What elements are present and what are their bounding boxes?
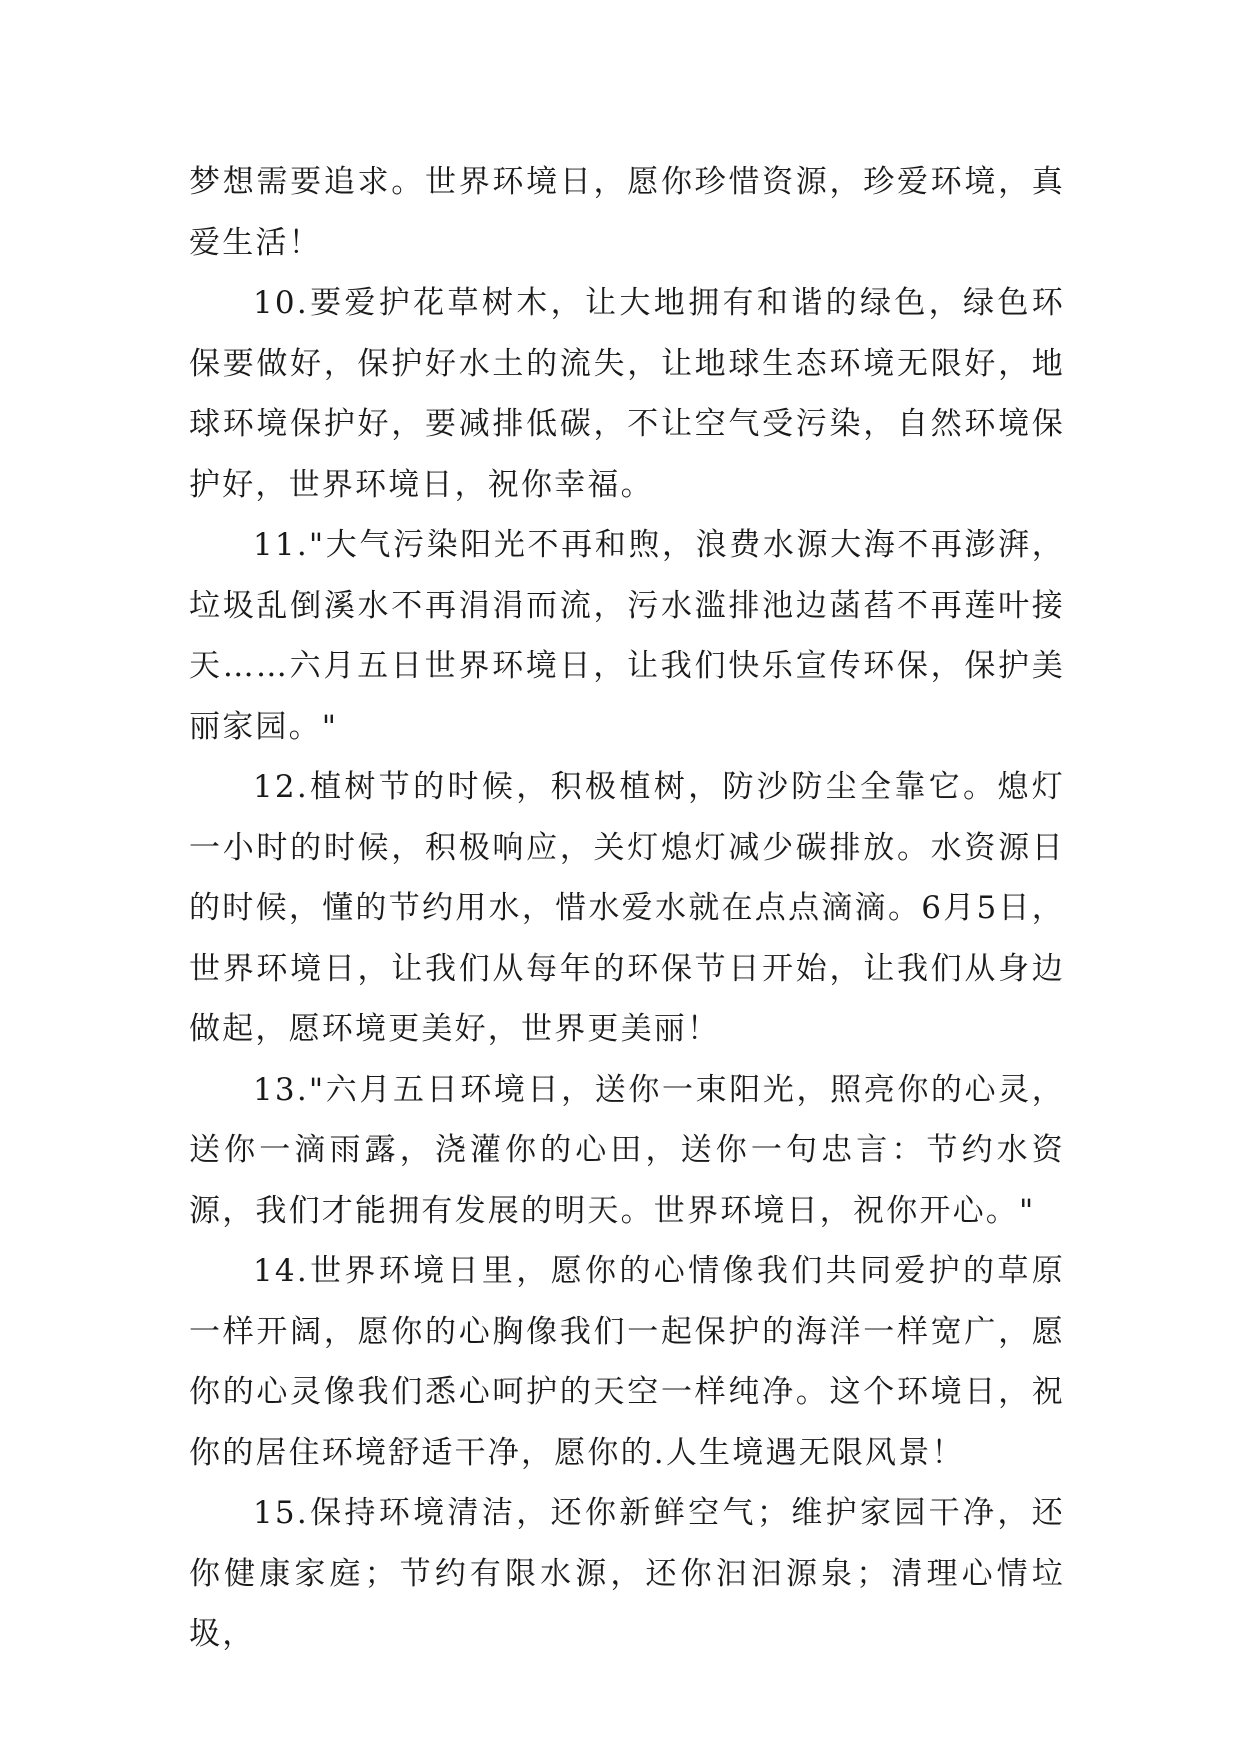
body-text xyxy=(189,152,1065,1665)
paragraph-continuation: 梦想需要追求。世界环境日，愿你珍惜资源，珍爱环境，真爱生活！ xyxy=(189,164,1065,261)
paragraph-item-13: 13."六月五日环境日，送你一束阳光，照亮你的心灵，送你一滴雨露，浇灌你的心田，送你一句忠言：节约水资源，我们才能拥有发展的明天。世界环境日，祝你开心。" xyxy=(189,1071,1065,1229)
paragraph-item-10: 10.要爱护花草树木，让大地拥有和谐的绿色，绿色环保要做好，保护好水土的流失，让地球生态环境无限好，地球环境保护好，要减排低碳，不让空气受污染，自然环境保护好，世界环境日，祝你幸福。 xyxy=(189,285,1065,503)
paragraph-item-12: 12.植树节的时候，积极植树，防沙防尘全靠它。熄灯一小时的时候，积极响应，关灯熄灯减少碳排放。水资源日的时候，懂的节约用水，惜水爱水就在点点滴滴。6月5日，世界环境日，让我们从每年的环保节日开始，让我们从身边做起，愿环境更美好，世界更美丽！ xyxy=(189,769,1065,1047)
paragraph-item-11: 11."大气污染阳光不再和煦，浪费水源大海不再澎湃，垃圾乱倒溪水不再涓涓而流，污水滥排池边菡萏不再莲叶接天……六月五日世界环境日，让我们快乐宣传环保，保护美丽家园。" xyxy=(189,527,1065,745)
paragraph-item-14: 14.世界环境日里，愿你的心情像我们共同爱护的草原一样开阔，愿你的心胸像我们一起保护的海洋一样宽广，愿你的心灵像我们悉心呵护的天空一样纯净。这个环境日，祝你的居住环境舒适干净，愿你的.人生境遇无限风景！ xyxy=(189,1253,1065,1471)
paragraph-item-15: 15.保持环境清洁，还你新鲜空气；维护家园干净，还你健康家庭；节约有限水源，还你汩汩源泉；清理心情垃圾， xyxy=(189,1495,1065,1652)
